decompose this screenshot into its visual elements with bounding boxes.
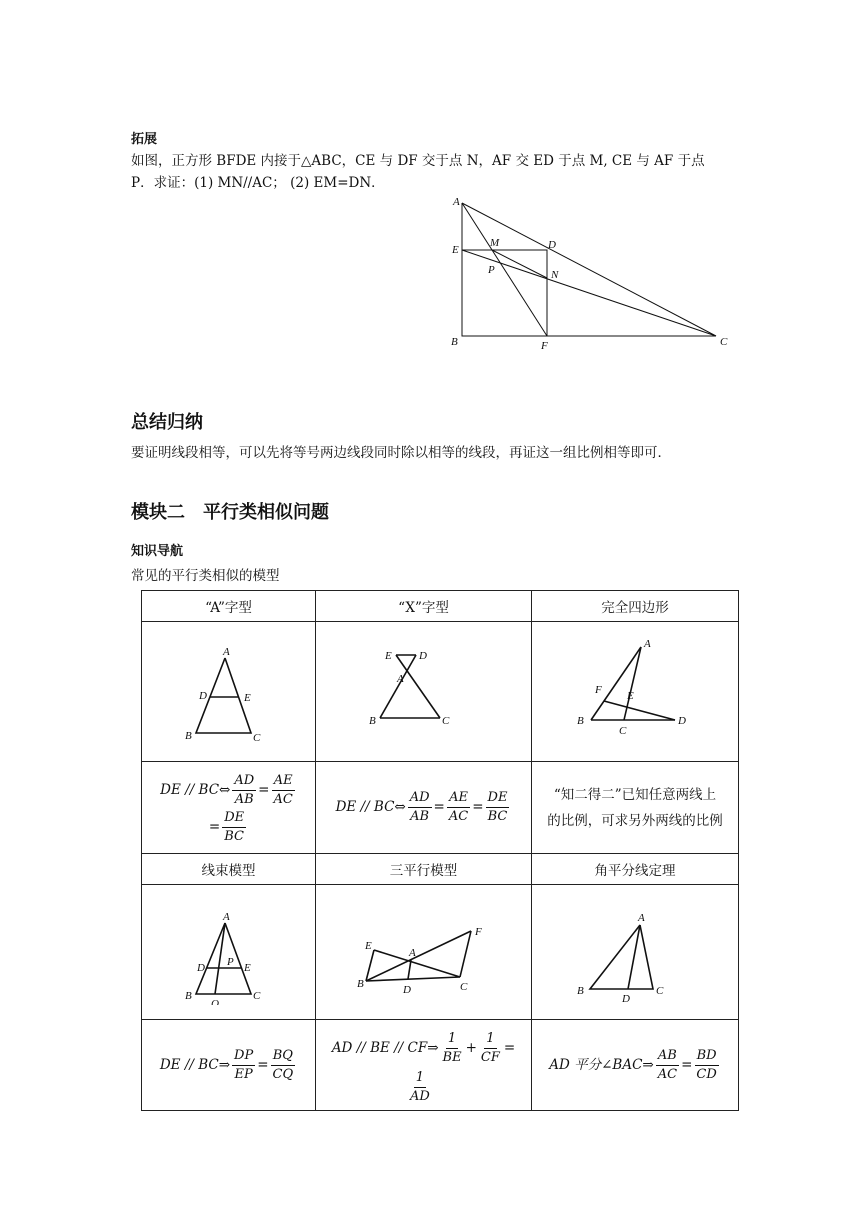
header-bundle: 线束模型 (142, 854, 316, 885)
summary-text: 要证明线段相等，可以先将等号两边线段同时除以相等的线段，再证这一组比例相等即可． (131, 445, 671, 461)
svg-text:E: E (243, 691, 251, 704)
bisector-formula: AD 平分∠BAC⇒ $\frac{AB}{AC}$ = $\frac{BD}{CD}$ (532, 1020, 739, 1111)
svg-text:C: C (252, 731, 260, 744)
module2-heading: 模块二 平行类相似问题 (131, 502, 329, 523)
svg-text:Q: Q (210, 998, 219, 1005)
three-parallel-figure-cell (316, 885, 532, 1020)
svg-text:P: P (226, 956, 234, 968)
label-P: P (488, 264, 495, 276)
label-F: F (541, 340, 548, 352)
summary-heading: 总结归纳 (131, 412, 203, 433)
svg-text:C: C (441, 714, 449, 727)
header-complete-quad: 完全四边形 (532, 591, 739, 622)
svg-text:B: B (577, 985, 584, 997)
expand-line-2: P．求证：(1) MN//AC； (2) EM=DN． (131, 175, 385, 191)
svg-text:C: C (619, 724, 627, 737)
label-M: M (490, 237, 500, 249)
a-shape-formula: DE // BC⇔ $\frac{AD}{AB}$ = $\frac{AE}{AC}$ = $\frac{DE}{BC}$ (142, 762, 316, 854)
svg-text:A: A (222, 911, 230, 923)
header-x-shape: “X”字型 (316, 591, 532, 622)
svg-text:B: B (356, 978, 364, 990)
complete-quad-text: “知二得二”已知任意两线上 的比例，可求另外两线的比例 (532, 762, 739, 854)
svg-text:A: A (408, 947, 416, 959)
bundle-figure (169, 895, 289, 1005)
knowledge-nav-heading: 知识导航 (131, 544, 184, 559)
header-three-parallel: 三平行模型 (316, 854, 532, 885)
svg-text:F: F (595, 683, 602, 696)
three-parallel-figure (354, 895, 494, 1005)
svg-text:A: A (396, 672, 404, 685)
models-intro: 常见的平行类相似的模型 (131, 568, 280, 584)
svg-text:E: E (627, 689, 634, 702)
svg-text:A: A (644, 637, 651, 650)
header-a-shape: “A”字型 (142, 591, 316, 622)
bundle-formula: DE // BC⇒ $\frac{DP}{EP}$ = $\frac{BQ}{CQ}$ (142, 1020, 316, 1111)
svg-text:D: D (196, 962, 205, 974)
svg-text:C: C (656, 985, 664, 997)
svg-text:D: D (678, 714, 686, 727)
x-shape-formula: DE // BC⇔ $\frac{AD}{AB}$ = $\frac{AE}{AC}$ = $\frac{DE}{BC}$ (316, 762, 532, 854)
label-B: B (451, 336, 458, 348)
a-shape-figure (169, 635, 289, 745)
similarity-models-table (141, 590, 739, 1111)
square-in-triangle-figure (440, 190, 740, 360)
bisector-figure (565, 895, 705, 1005)
svg-text:F: F (474, 926, 482, 938)
svg-text:E: E (364, 940, 372, 952)
svg-text:B: B (577, 714, 584, 727)
three-parallel-formula: AD // BE // CF⇒ $\frac{1}{BE}$ + $\frac{1}{CF}$ = $\frac{1}{AD}$ (316, 1020, 532, 1111)
svg-text:D: D (418, 649, 427, 662)
svg-text:B: B (184, 990, 192, 1002)
label-D: D (548, 239, 556, 251)
label-E: E (452, 244, 459, 256)
svg-text:C: C (252, 990, 260, 1002)
svg-text:E: E (384, 649, 392, 662)
svg-text:C: C (459, 981, 467, 993)
x-shape-figure (364, 635, 484, 745)
a-shape-figure-cell (142, 622, 316, 762)
bundle-figure-cell (142, 885, 316, 1020)
label-N: N (551, 269, 559, 281)
svg-text:E: E (243, 962, 251, 974)
svg-text:D: D (622, 993, 630, 1005)
header-angle-bisector: 角平分线定理 (532, 854, 739, 885)
expand-heading: 拓展 (131, 132, 158, 147)
label-A: A (453, 196, 460, 208)
expand-line-1: 如图，正方形 BFDE 内接于△ABC，CE 与 DF 交于点 N，AF 交 ED 于点 M, CE 与 AF 于点 (131, 153, 705, 169)
complete-quad-figure-cell (532, 622, 739, 762)
svg-text:B: B (184, 729, 192, 742)
x-shape-figure-cell (316, 622, 532, 762)
svg-text:A: A (638, 912, 645, 924)
complete-quad-figure (565, 635, 705, 745)
label-C: C (720, 336, 728, 348)
svg-text:B: B (368, 714, 376, 727)
svg-text:A: A (222, 645, 230, 658)
bisector-figure-cell (532, 885, 739, 1020)
svg-text:D: D (198, 689, 207, 702)
svg-text:D: D (402, 984, 411, 996)
